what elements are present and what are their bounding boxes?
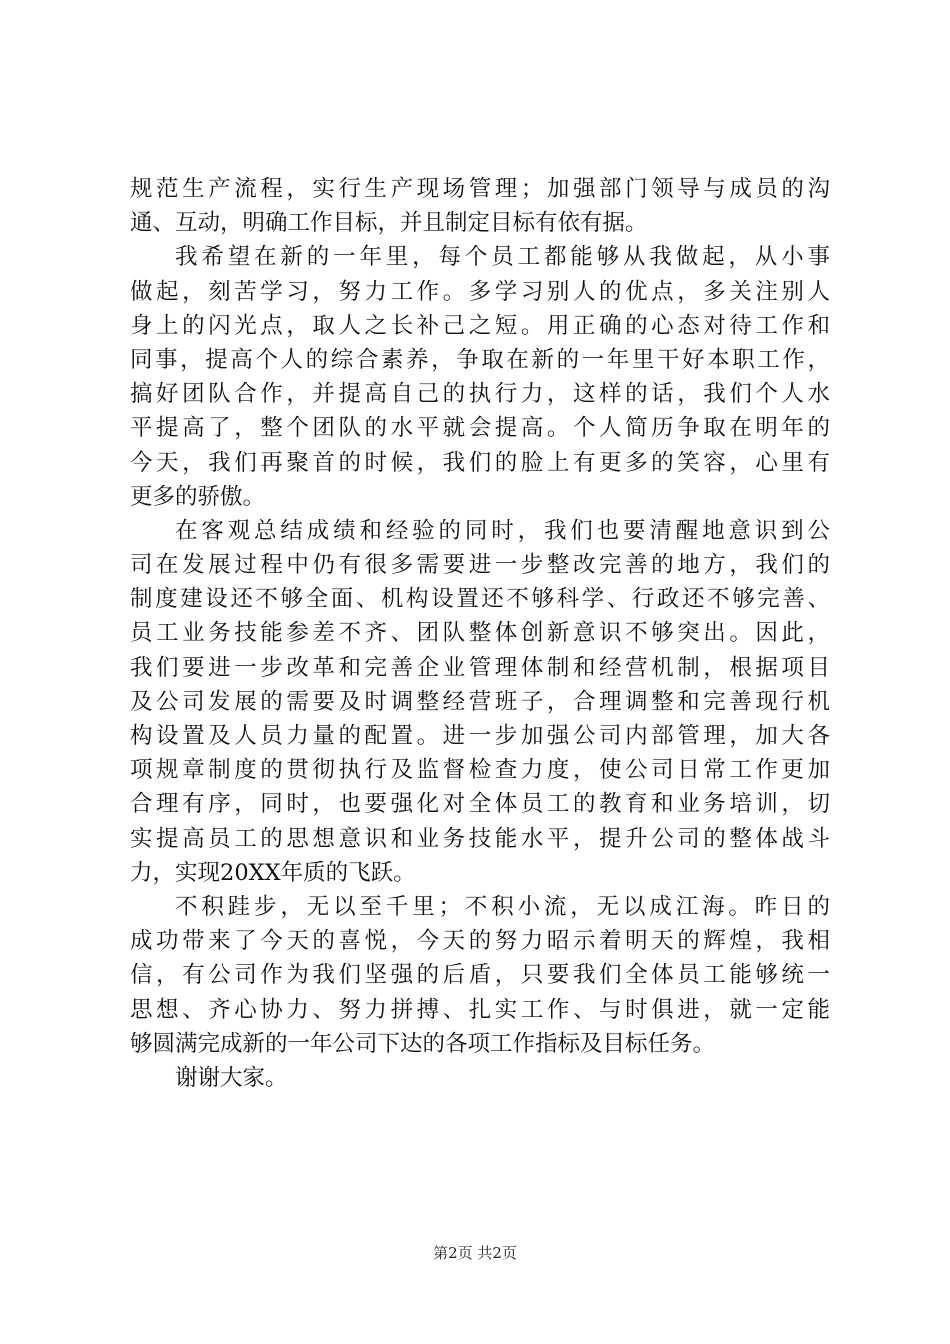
paragraph-line: 员工业务技能参差不齐、团队整体创新意识不够突出。因此，	[130, 620, 830, 647]
paragraph-line: 谢谢大家。	[175, 1064, 288, 1091]
page-footer: 第2页 共2页	[433, 1244, 517, 1262]
paragraph-line: 同事，提高个人的综合素养，争取在新的一年里干好本职工作，	[130, 346, 830, 373]
paragraph	[130, 890, 830, 1061]
paragraph-line: 实提高员工的思想意识和业务技能水平，提升公司的整体战斗	[130, 825, 830, 852]
paragraph-line: 项规章制度的贯彻执行及监督检查力度，使公司日常工作更加	[130, 757, 830, 784]
paragraph	[130, 240, 830, 514]
paragraph-line: 做起，刻苦学习，努力工作。多学习别人的优点，多关注别人	[130, 278, 830, 305]
paragraph-line: 平提高了，整个团队的水平就会提高。个人简历争取在明年的	[130, 415, 830, 442]
paragraph-line: 我们要进一步改革和完善企业管理体制和经营机制，根据项目	[130, 654, 830, 681]
paragraph-line: 构设置及人员力量的配置。进一步加强公司内部管理，加大各	[130, 723, 830, 749]
paragraph	[130, 172, 830, 240]
paragraph-line: 制度建设还不够全面、机构设置还不够科学、行政还不够完善、	[130, 586, 830, 613]
paragraph-line: 成功带来了今天的喜悦，今天的努力昭示着明天的辉煌，我相	[130, 928, 830, 955]
paragraph-line: 信，有公司作为我们坚强的后盾，只要我们全体员工能够统一	[130, 962, 830, 989]
paragraph-line: 更多的骄傲。	[130, 483, 266, 510]
paragraph-line: 及公司发展的需要及时调整经营班子，合理调整和完善现行机	[130, 688, 830, 715]
paragraph-line: 力，实现20XX年质的飞跃。	[130, 859, 416, 886]
paragraph-line: 思想、齐心协力、努力拼搏、扎实工作、与时俱进，就一定能	[130, 996, 830, 1023]
paragraph-line: 司在发展过程中仍有很多需要进一步整改完善的地方，我们的	[130, 552, 830, 579]
paragraph	[130, 514, 830, 890]
paragraph-line: 不积跬步，无以至千里；不积小流，无以成江海。昨日的	[175, 893, 830, 920]
paragraph-line: 合理有序，同时，也要强化对全体员工的教育和业务培训，切	[130, 791, 830, 818]
paragraph-line: 身上的闪光点，取人之长补己之短。用正确的心态对待工作和	[130, 312, 830, 339]
document-body	[130, 172, 830, 1095]
paragraph-line: 通、互动，明确工作目标，并且制定目标有依有据。	[130, 210, 648, 237]
paragraph-line: 在客观总结成绩和经验的同时，我们也要清醒地意识到公	[175, 517, 830, 544]
paragraph-line: 我希望在新的一年里，每个员工都能够从我做起，从小事	[175, 244, 830, 271]
paragraph-line: 够圆满完成新的一年公司下达的各项工作指标及目标任务。	[130, 1030, 716, 1057]
paragraph-line: 规范生产流程，实行生产现场管理；加强部门领导与成员的沟	[130, 176, 830, 202]
paragraph-line: 搞好团队合作，并提高自己的执行力，这样的话，我们个人水	[130, 381, 830, 408]
paragraph	[130, 1061, 830, 1095]
paragraph-line: 今天，我们再聚首的时候，我们的脸上有更多的笑容，心里有	[130, 449, 830, 476]
